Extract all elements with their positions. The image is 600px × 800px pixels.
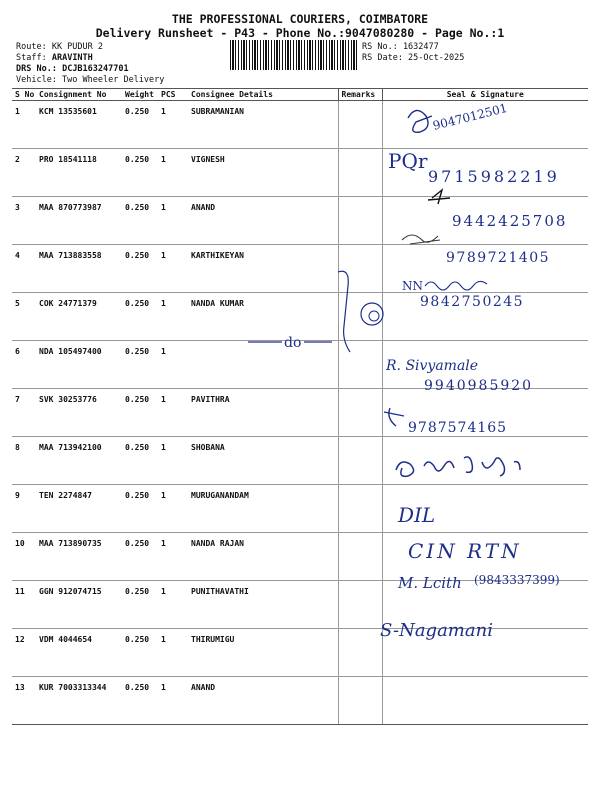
cell-consignee: KARTHIKEYAN (188, 245, 338, 293)
cell-consignee: VIGNESH (188, 149, 338, 197)
cell-sno: 12 (12, 629, 36, 677)
cell-sno: 13 (12, 677, 36, 725)
table-row (12, 677, 588, 725)
cell-pcs: 1 (158, 581, 188, 629)
cell-remarks (338, 629, 382, 677)
handwritten-phone: 9940985920 (424, 378, 534, 394)
cell-sno: 9 (12, 485, 36, 533)
handwritten-phone: 9442425708 (452, 212, 568, 230)
cell-signature (382, 389, 588, 437)
cell-remarks (338, 293, 382, 341)
table-row (12, 197, 588, 245)
handwritten-name: M. Lcith (398, 574, 462, 592)
handwritten-name: NN (402, 279, 423, 293)
cell-consignment: KCM 13535601 (36, 101, 122, 149)
cell-consignment: GGN 912074715 (36, 581, 122, 629)
cell-pcs: 1 (158, 197, 188, 245)
cell-weight: 0.250 (122, 581, 158, 629)
cell-sno: 4 (12, 245, 36, 293)
drs-line (16, 64, 129, 75)
cell-remarks (338, 389, 382, 437)
handwritten-phone: 9842750245 (420, 294, 525, 310)
staff-label: Staff: (16, 53, 47, 63)
cell-signature (382, 629, 588, 677)
cell-sno: 2 (12, 149, 36, 197)
cell-signature (382, 341, 588, 389)
cell-weight: 0.250 (122, 245, 158, 293)
cell-pcs: 1 (158, 389, 188, 437)
cell-weight: 0.250 (122, 629, 158, 677)
table-row (12, 101, 588, 149)
col-header-remarks: Remarks (338, 89, 382, 101)
cell-consignee: ANAND (188, 197, 338, 245)
cell-signature (382, 149, 588, 197)
cell-remarks (338, 533, 382, 581)
col-header-seal-signature: Seal & Signature (382, 89, 588, 101)
col-header-consignment: Consignment No (36, 89, 122, 101)
cell-signature (382, 485, 588, 533)
cell-sno: 10 (12, 533, 36, 581)
cell-pcs: 1 (158, 677, 188, 725)
cell-pcs: 1 (158, 533, 188, 581)
cell-remarks (338, 581, 382, 629)
cell-pcs: 1 (158, 437, 188, 485)
cell-remarks (338, 485, 382, 533)
cell-consignee: SHOBANA (188, 437, 338, 485)
cell-signature (382, 533, 588, 581)
handwritten-phone: 9715982219 (428, 167, 560, 186)
barcode (230, 40, 358, 70)
table-row (12, 581, 588, 629)
drs-label: DRS No.: (16, 64, 57, 74)
cell-consignee: NANDA KUMAR (188, 293, 338, 341)
cell-pcs: 1 (158, 341, 188, 389)
cell-weight: 0.250 (122, 341, 158, 389)
staff-line (16, 53, 93, 64)
cell-weight: 0.250 (122, 293, 158, 341)
cell-pcs: 1 (158, 149, 188, 197)
cell-remarks (338, 197, 382, 245)
cell-consignee: MURUGANANDAM (188, 485, 338, 533)
rs-date: RS Date: 25-Oct-2025 (362, 53, 465, 63)
handwritten-ditto: do (284, 335, 302, 351)
cell-signature (382, 581, 588, 629)
handwritten-phone: 9787574165 (408, 420, 508, 436)
cell-signature (382, 245, 588, 293)
cell-pcs: 1 (158, 245, 188, 293)
cell-consignee: PAVITHRA (188, 389, 338, 437)
cell-sno: 8 (12, 437, 36, 485)
cell-consignment: PRO 18541118 (36, 149, 122, 197)
table-row (12, 629, 588, 677)
runsheet-table (12, 88, 588, 725)
company-title: THE PROFESSIONAL COURIERS, COIMBATORE (171, 12, 429, 26)
cell-signature (382, 101, 588, 149)
table-row (12, 485, 588, 533)
cell-remarks (338, 677, 382, 725)
handwritten-phone: 9047012501 (431, 100, 509, 133)
cell-consignee: ANAND (188, 677, 338, 725)
cell-consignee: SUBRAMANIAN (188, 101, 338, 149)
cell-weight: 0.250 (122, 437, 158, 485)
cell-weight: 0.250 (122, 149, 158, 197)
handwritten-phone: (9843337399) (474, 573, 560, 587)
table-row (12, 341, 588, 389)
cell-sno: 11 (12, 581, 36, 629)
cell-weight: 0.250 (122, 485, 158, 533)
cell-pcs: 1 (158, 293, 188, 341)
cell-consignment: KUR 7003313344 (36, 677, 122, 725)
cell-consignment: NDA 105497400 (36, 341, 122, 389)
staff-value: ARAVINTH (51, 53, 93, 63)
cell-consignment: COK 24771379 (36, 293, 122, 341)
table-row (12, 437, 588, 485)
cell-sno: 3 (12, 197, 36, 245)
cell-consignment: VDM 4044654 (36, 629, 122, 677)
table-row (12, 533, 588, 581)
table-row (12, 389, 588, 437)
cell-sno: 7 (12, 389, 36, 437)
cell-weight: 0.250 (122, 533, 158, 581)
handwritten-text: CIN RTN (408, 539, 522, 563)
cell-remarks (338, 437, 382, 485)
col-header-pcs: PCS (158, 89, 188, 101)
cell-signature (382, 197, 588, 245)
drs-value: DCJB163247701 (62, 64, 129, 74)
cell-weight: 0.250 (122, 677, 158, 725)
cell-weight: 0.250 (122, 197, 158, 245)
cell-weight: 0.250 (122, 101, 158, 149)
rs-number: RS No.: 1632477 (362, 42, 439, 52)
cell-remarks (338, 101, 382, 149)
cell-pcs: 1 (158, 101, 188, 149)
handwritten-name: R. Sivyamale (386, 358, 479, 374)
route-text: Route: KK PUDUR 2 (16, 42, 103, 52)
cell-remarks (338, 341, 382, 389)
vehicle-text: Vehicle: Two Wheeler Delivery (16, 75, 165, 85)
cell-remarks (338, 149, 382, 197)
cell-consignment: MAA 870773987 (36, 197, 122, 245)
cell-consignment: MAA 713890735 (36, 533, 122, 581)
cell-consignment: SVK 30253776 (36, 389, 122, 437)
cell-remarks (338, 245, 382, 293)
cell-signature (382, 293, 588, 341)
cell-pcs: 1 (158, 629, 188, 677)
cell-sno: 6 (12, 341, 36, 389)
handwritten-text: DIL (398, 503, 436, 527)
handwritten-name: PQr (388, 149, 428, 173)
cell-consignee: PUNITHAVATHI (188, 581, 338, 629)
col-header-consignee: Consignee Details (188, 89, 338, 101)
col-header-sno: S No (12, 89, 36, 101)
handwritten-name: S-Nagamani (380, 620, 493, 641)
cell-weight: 0.250 (122, 389, 158, 437)
table-row (12, 293, 588, 341)
cell-signature (382, 437, 588, 485)
handwritten-phone: 9789721405 (446, 250, 551, 266)
cell-sno: 1 (12, 101, 36, 149)
col-header-weight: Weight (122, 89, 158, 101)
cell-consignment: TEN 2274847 (36, 485, 122, 533)
cell-pcs: 1 (158, 485, 188, 533)
cell-consignee: THIRUMIGU (188, 629, 338, 677)
runsheet-subtitle: Delivery Runsheet - P43 - Phone No.:9047080280 - Page No.:1 (95, 26, 505, 40)
cell-consignee: NANDA RAJAN (188, 533, 338, 581)
cell-signature (382, 677, 588, 725)
cell-consignee (188, 341, 338, 389)
cell-sno: 5 (12, 293, 36, 341)
table-row (12, 245, 588, 293)
cell-consignment: MAA 713883558 (36, 245, 122, 293)
table-header-row (12, 89, 588, 101)
cell-consignment: MAA 713942100 (36, 437, 122, 485)
table-row (12, 149, 588, 197)
